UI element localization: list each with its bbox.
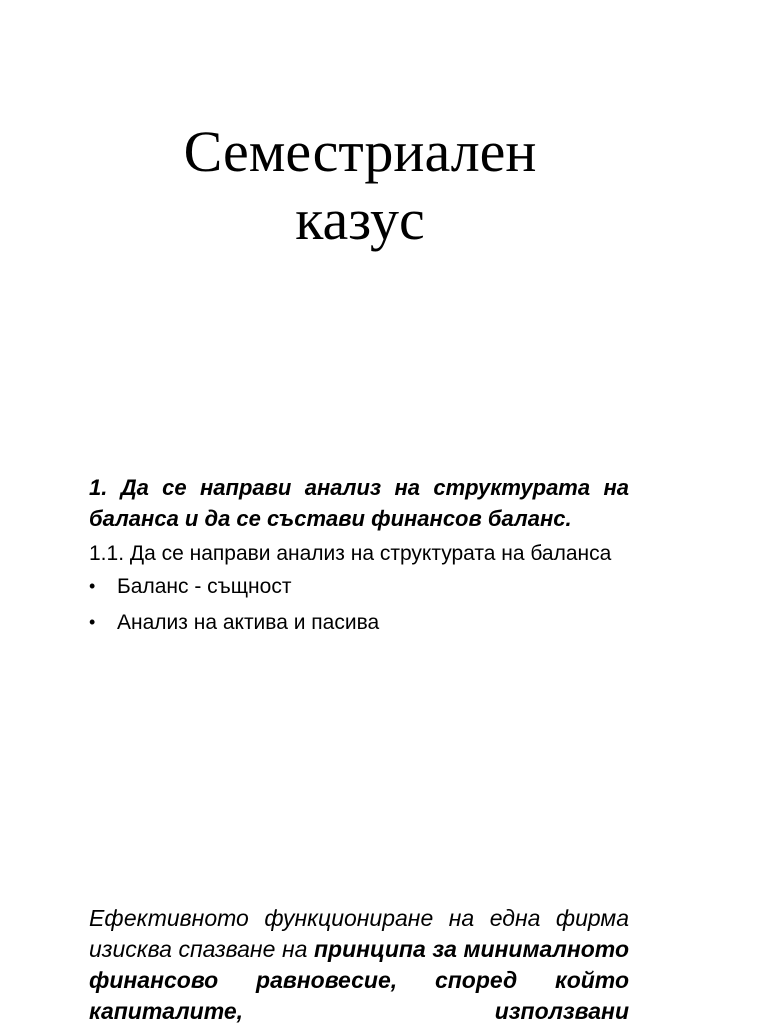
paragraph-bold-text: принципа за минималното финансово равновесие, според който капиталите, използвани (89, 936, 629, 1024)
task-section (89, 472, 629, 645)
list-item-text: Анализ на актива и пасива (117, 611, 380, 634)
list-item-text: Баланс - същност (117, 575, 292, 598)
body-paragraph (89, 903, 629, 1024)
bullet-list (89, 573, 629, 636)
task-subheading: 1.1. Да се направи анализ на структурата на баланса (89, 542, 612, 565)
list-item (89, 609, 629, 636)
bullet-icon: • (89, 576, 96, 596)
bullet-icon: • (89, 612, 96, 632)
task-heading: 1. Да се направи анализ на структурата на баланса и да се състави финансов баланс. (89, 475, 629, 531)
list-item (89, 573, 629, 600)
title-line-1: Семестриален (183, 119, 537, 184)
paragraph-regular-text: Ефективното функциониране на една фирма изисква спазване на (89, 905, 629, 962)
document-title (90, 118, 630, 254)
title-line-2: казус (295, 187, 425, 252)
